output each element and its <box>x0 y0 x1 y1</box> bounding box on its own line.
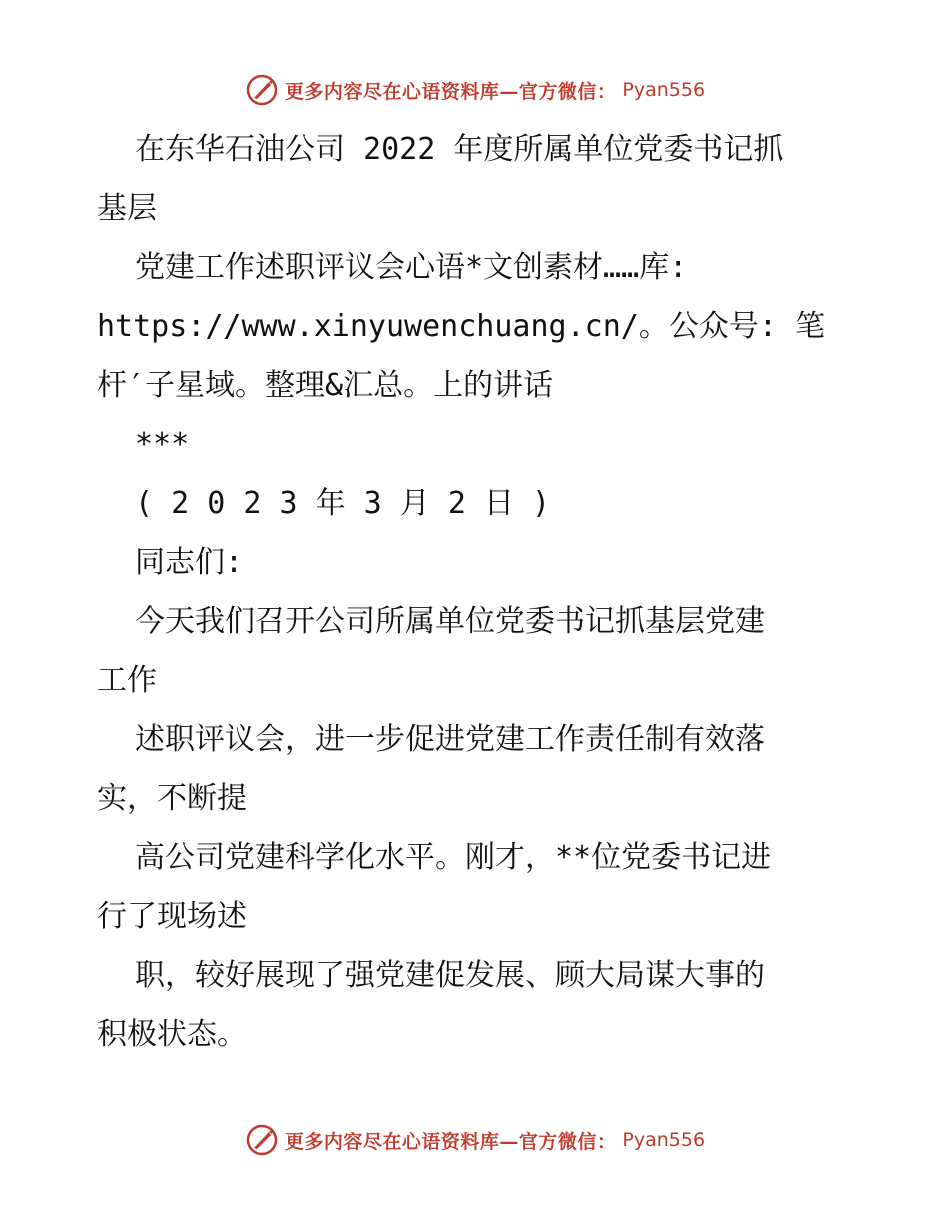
header-watermark-banner <box>0 68 950 112</box>
doc-line-14: 行了现场述 <box>97 899 247 934</box>
doc-line-13: 高公司党建科学化水平。刚才，**位党委书记进 <box>135 840 772 875</box>
banner-text: 更多内容尽在心语资料库—官方微信： <box>284 1130 617 1153</box>
footer-watermark-banner <box>0 1118 950 1162</box>
doc-line-6: *** <box>135 427 190 462</box>
doc-line-15: 职，较好展现了强党建促发展、顾大局谋大事的 <box>135 958 765 993</box>
doc-line-11: 述职评议会，进一步促进党建工作责任制有效落 <box>135 722 765 757</box>
doc-line-2: 基层 <box>97 191 157 226</box>
banner-wechat-id: Pyan556 <box>622 79 706 101</box>
doc-line-3: 党建工作述职评议会心语*文创素材……库: <box>135 250 688 285</box>
document-body <box>97 120 857 1064</box>
doc-line-5: 杆′子星域。整理&汇总。上的讲话 <box>97 368 554 403</box>
banner-text: 更多内容尽在心语资料库—官方微信： <box>284 80 617 103</box>
doc-line-10: 工作 <box>97 663 157 698</box>
doc-line-7: ( 2 0 2 3 年 3 月 2 日 ) <box>135 486 551 521</box>
doc-line-4: https://www.xinyuwenchuang.cn/。公众号: 笔 <box>97 309 825 344</box>
doc-line-1: 在东华石油公司 2022 年度所属单位党委书记抓 <box>135 132 784 167</box>
doc-line-16: 积极状态。 <box>97 1017 247 1052</box>
feather-pen-logo-icon <box>245 73 279 107</box>
doc-line-9: 今天我们召开公司所属单位党委书记抓基层党建 <box>135 604 765 639</box>
doc-line-8: 同志们: <box>135 545 244 580</box>
banner-wechat-id: Pyan556 <box>622 1129 706 1151</box>
feather-pen-logo-icon <box>245 1123 279 1157</box>
doc-line-12: 实，不断提 <box>97 781 247 816</box>
